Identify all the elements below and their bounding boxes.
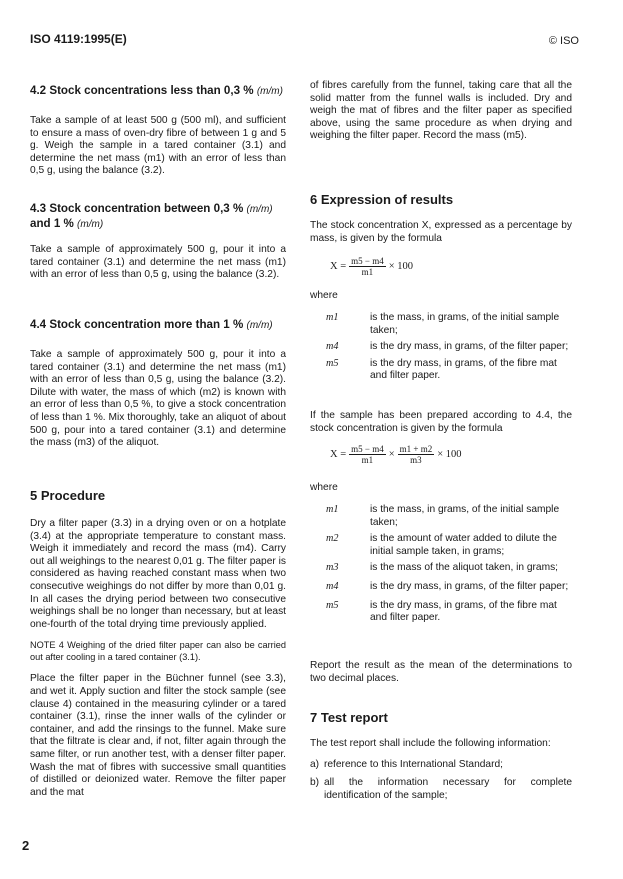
section-5-body-1: Dry a filter paper (3.3) in a drying oven or on a hotplate (3.4) at the appropriate temperature to constant mass. Weigh it immediately and record the mass (m4). Carry out all weighings to the nearest 0,01 g. The filter paper is considered as having reached constant mass when two consecutive weighings do not differ by more than 0,01 g. In all cases the drying period between two consecutive weighings shall be no longer than necessary, but at least one-fourth of the total drying time previously applied. bbox=[30, 518, 286, 630]
formula-1-numerator: m5 − m4 bbox=[351, 256, 384, 266]
section-4-4-unit: (m/m) bbox=[246, 320, 273, 331]
definition-symbol: m1 bbox=[326, 504, 339, 515]
section-4-3-unit: (m/m) bbox=[246, 204, 273, 215]
list-item bbox=[310, 777, 572, 802]
formula-1-fraction bbox=[349, 256, 386, 277]
definition-item bbox=[310, 562, 572, 575]
section-4-2-body: Take a sample of at least 500 g (500 ml), and sufficient to ensure a mass of oven-dry fibre of between 1 g and 5 g. Weigh the sample in a tared container (3.1) and determine the net mass (m1) with an error of less than 0,5 g, using the balance (3.2). bbox=[30, 115, 286, 177]
formula-1 bbox=[330, 256, 413, 277]
definition-item bbox=[310, 504, 572, 529]
formula-2-fraction-2 bbox=[398, 444, 435, 465]
section-5-title: 5 Procedure bbox=[30, 488, 106, 503]
formula-2-numerator-2: m1 + m2 bbox=[399, 444, 433, 454]
procedure-continuation: of fibres carefully from the funnel, taking care that all the solid matter from the funnel walls is included. Dry and weigh the mat of fibres and the filter paper as specified above, using the same procedure as when drying and weighing the filter paper. Record the mass (m5). bbox=[310, 80, 572, 142]
section-4-3-body: Take a sample of approximately 500 g, pour it into a tared container (3.1) and determine the net mass (m1) with an error of less than 0,5 g, using the balance (3.2). bbox=[30, 244, 286, 281]
section-7-title: 7 Test report bbox=[310, 710, 388, 725]
definition-item bbox=[310, 533, 572, 558]
section-4-2 bbox=[30, 84, 286, 178]
page-number: 2 bbox=[22, 838, 30, 853]
definition-item bbox=[310, 312, 572, 337]
definition-symbol: m3 bbox=[326, 562, 339, 574]
note-4: NOTE 4 Weighing of the dried filter paper can also be carried out after cooling in a tared container (3.1). bbox=[30, 640, 286, 663]
section-4-4 bbox=[30, 318, 286, 450]
list-item-text: reference to this International Standard; bbox=[324, 758, 503, 770]
formula-2 bbox=[330, 444, 462, 465]
section-4-2-unit: (m/m) bbox=[256, 86, 283, 97]
section-6-title: 6 Expression of results bbox=[310, 192, 454, 207]
section-6 bbox=[310, 192, 572, 245]
section-6-intro: The stock concentration X, expressed as a percentage by mass, is given by the formula bbox=[310, 220, 572, 244]
section-6-end: Report the result as the mean of the determinations to two decimal places. bbox=[310, 660, 572, 684]
test-report-list bbox=[310, 759, 572, 803]
list-item bbox=[310, 759, 572, 772]
section-4-2-heading bbox=[30, 84, 286, 99]
section-4-3-title: 4.3 Stock concentration between 0,3 % bbox=[30, 202, 244, 215]
where-label-2: where bbox=[310, 482, 338, 493]
formula-1-lhs: X = bbox=[330, 261, 347, 272]
definitions-2 bbox=[310, 504, 572, 625]
section-4-4-heading bbox=[30, 318, 286, 333]
definition-item bbox=[310, 341, 572, 354]
formula-1-tail: × 100 bbox=[388, 261, 414, 272]
definition-text: is the mass, in grams, of the initial sample taken; bbox=[370, 504, 560, 528]
copyright-notice: © ISO bbox=[548, 35, 579, 47]
section-5-body-2: Place the filter paper in the Büchner funnel (see 3.3), and wet it. Apply suction and filter the stock sample (see clause 4) contained in the measuring cylinder or a tared container (3.1), rinse the inner walls of the cylinder or container, and add the rinsings to the funnel. Make sure that the filtrate is clear and, if not, filter again through the same filter, or run another test, with a denser filter paper. Wash the mat of fibres with successive small quantities of distilled or deionized water. Remove the filter paper and the mat bbox=[30, 673, 286, 798]
definition-text: is the dry mass, in grams, of the filter paper; bbox=[370, 580, 569, 592]
where-label-1: where bbox=[310, 290, 338, 301]
definition-symbol: m5 bbox=[326, 357, 339, 369]
section-5 bbox=[30, 488, 286, 799]
list-item-label: a) bbox=[310, 758, 320, 770]
formula-2-denominator-2: m3 bbox=[410, 455, 422, 465]
section-7-intro: The test report shall include the following information: bbox=[310, 738, 551, 749]
section-4-3-title-line2: and 1 % bbox=[30, 217, 74, 230]
formula-2-numerator-1: m5 − m4 bbox=[351, 444, 384, 454]
definition-text: is the dry mass, in grams, of the fibre mat and filter paper. bbox=[370, 599, 557, 624]
definition-text: is the mass of the aliquot taken, in grams; bbox=[370, 562, 558, 574]
definition-item bbox=[310, 358, 572, 383]
section-4-4-title: 4.4 Stock concentration more than 1 % bbox=[30, 318, 244, 331]
section-4-4-body: Take a sample of approximately 500 g, pour it into a tared container (3.1) and determine the net mass (m1) with an error of less than 0,5 g, using the balance (3.2). Dilute with water, the mass of which (m2) is known with an error of less than 0,5 %, to give a stock concentration of less than 1 %. Mix thoroughly, take an aliquot of about 500 g, pour into a tared container (3.1) and determine the mass (m3) of the aliquot. bbox=[30, 349, 286, 449]
section-4-3 bbox=[30, 202, 286, 282]
document-id: ISO 4119:1995(E) bbox=[30, 32, 127, 46]
section-4-2-title: 4.2 Stock concentrations less than 0,3 % bbox=[30, 84, 254, 97]
formula-2-lhs: X = bbox=[330, 449, 347, 460]
section-4-3-unit-2: (m/m) bbox=[77, 219, 104, 230]
formula-2-fraction-1 bbox=[349, 444, 386, 465]
definition-symbol: m4 bbox=[326, 580, 339, 592]
list-item-label: b) bbox=[310, 777, 320, 789]
formula-2-denominator-1: m1 bbox=[361, 455, 374, 465]
formula-2-times: × bbox=[388, 449, 395, 460]
definition-text: is the dry mass, in grams, of the filter paper; bbox=[370, 341, 569, 353]
section-4-3-heading bbox=[30, 202, 286, 232]
definition-symbol: m1 bbox=[326, 312, 339, 323]
formula-2-tail: × 100 bbox=[437, 449, 462, 460]
section-6-mid: If the sample has been prepared according to 4.4, the stock concentration is given by the formula bbox=[310, 410, 572, 434]
definition-item bbox=[310, 581, 572, 594]
definition-symbol: m5 bbox=[326, 599, 339, 611]
section-7 bbox=[310, 710, 572, 802]
definition-symbol: m4 bbox=[326, 341, 339, 353]
definition-symbol: m2 bbox=[326, 533, 339, 545]
definition-text: is the dry mass, in grams, of the fibre mat and filter paper. bbox=[370, 357, 557, 382]
list-item-text: all the information necessary for complete identification of the sample; bbox=[324, 777, 572, 801]
definition-text: is the mass, in grams, of the initial sample taken; bbox=[370, 312, 560, 336]
formula-1-denominator: m1 bbox=[361, 267, 374, 277]
definitions-1 bbox=[310, 312, 572, 383]
definition-text: is the amount of water added to dilute the initial sample taken, in grams; bbox=[370, 533, 557, 557]
definition-item bbox=[310, 600, 572, 625]
